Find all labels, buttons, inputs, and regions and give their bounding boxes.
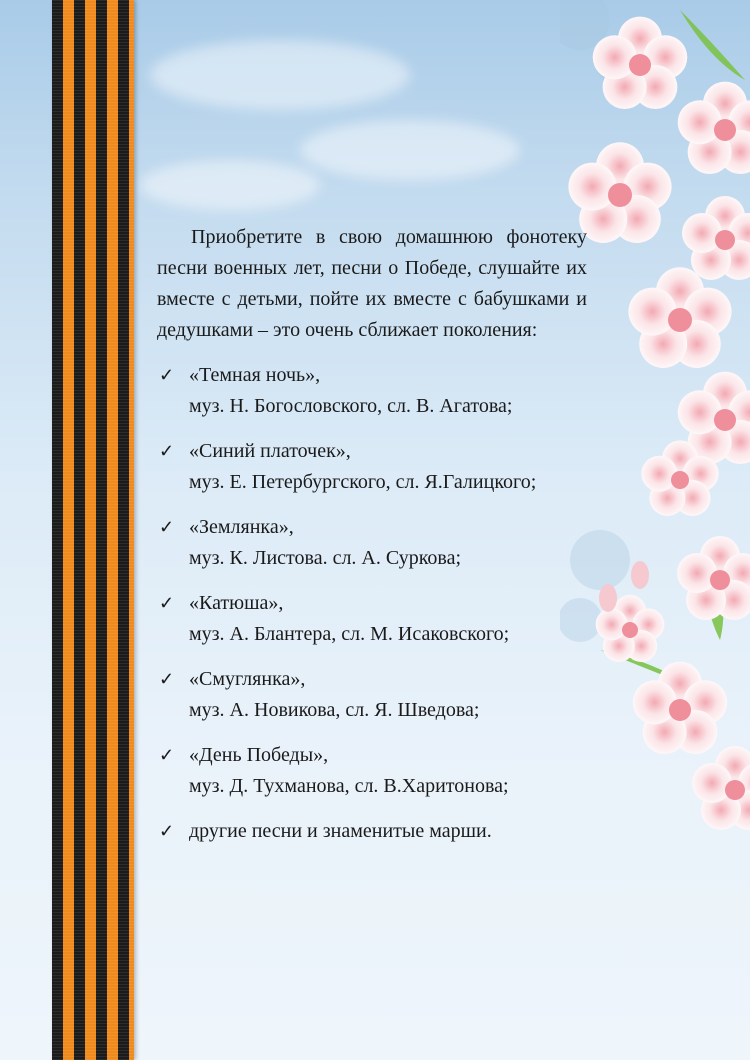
song-credits: муз. Е. Петербургского, сл. Я.Галицкого; [189, 471, 537, 493]
song-title: «День Победы», [189, 744, 329, 766]
list-item [157, 360, 587, 422]
song-credits: муз. Н. Богословского, сл. В. Агатова; [189, 395, 513, 417]
check-icon: ✓ [159, 593, 175, 613]
song-title: «Синий платочек», [189, 440, 351, 462]
check-icon: ✓ [159, 517, 175, 537]
intro-paragraph: Приобретите в свою домашнюю фонотеку песни военных лет, песни о Победе, слушайте их вместе с детьми, пойте их вместе с бабушками и дедушками – это очень сближает поколения: [157, 226, 587, 341]
list-item [157, 664, 587, 726]
st-george-ribbon [52, 0, 134, 1060]
list-item [157, 740, 587, 802]
song-credits: муз. А. Новикова, сл. Я. Шведова; [189, 699, 480, 721]
check-icon: ✓ [159, 441, 175, 461]
cloud [300, 120, 520, 180]
cloud [150, 40, 410, 110]
song-title: «Смуглянка», [189, 668, 306, 690]
song-title: «Темная ночь», [189, 364, 321, 386]
song-credits: муз. К. Листова. сл. А. Суркова; [189, 547, 462, 569]
check-icon: ✓ [159, 365, 175, 385]
cherry-blossom-branch [560, 0, 750, 1060]
song-list [157, 360, 587, 847]
list-item [157, 588, 587, 650]
song-title: другие песни и знаменитые марши. [189, 820, 492, 842]
song-title: «Землянка», [189, 516, 294, 538]
song-credits: муз. Д. Тухманова, сл. В.Харитонова; [189, 775, 509, 797]
check-icon: ✓ [159, 669, 175, 689]
song-recommendation-text [157, 222, 587, 861]
cloud [140, 160, 320, 210]
check-icon: ✓ [159, 745, 175, 765]
list-item [157, 436, 587, 498]
song-title: «Катюша», [189, 592, 284, 614]
check-icon: ✓ [159, 821, 175, 841]
list-item [157, 512, 587, 574]
list-item [157, 816, 587, 847]
song-credits: муз. А. Блантера, сл. М. Исаковского; [189, 623, 510, 645]
